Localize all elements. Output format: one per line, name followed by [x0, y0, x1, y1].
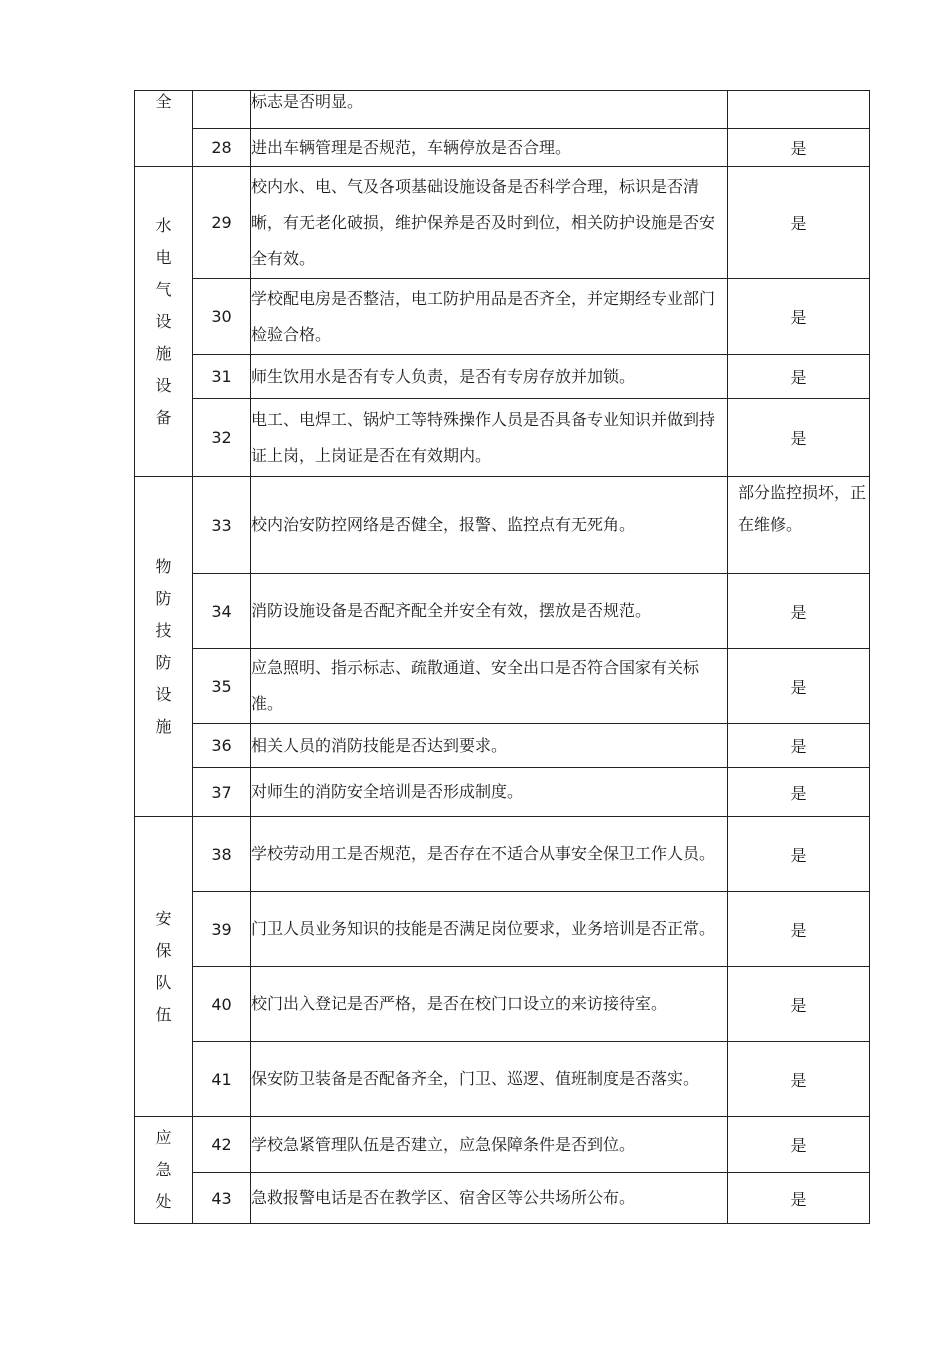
row-item: 进出车辆管理是否规范，车辆停放是否合理。	[251, 129, 728, 167]
row-result: 是	[728, 279, 870, 355]
row-number: 36	[193, 724, 251, 768]
row-item: 应急照明、指示标志、疏散通道、安全出口是否符合国家有关标准。	[251, 649, 728, 724]
category-char: 安	[155, 908, 172, 928]
category-cell	[135, 817, 193, 1117]
category-cell	[135, 477, 193, 817]
table-row	[135, 574, 870, 649]
category-char: 设	[155, 375, 172, 395]
row-item: 学校劳动用工是否规范，是否存在不适合从事安全保卫工作人员。	[251, 817, 728, 892]
row-item: 师生饮用水是否有专人负责，是否有专房存放并加锁。	[251, 355, 728, 399]
row-number: 30	[193, 279, 251, 355]
table-row	[135, 724, 870, 768]
table-row	[135, 817, 870, 892]
table-row	[135, 355, 870, 399]
row-item: 相关人员的消防技能是否达到要求。	[251, 724, 728, 768]
row-number: 37	[193, 768, 251, 817]
category-cell	[135, 91, 193, 167]
category-char: 处	[155, 1192, 172, 1211]
row-result: 是	[728, 1117, 870, 1173]
category-char: 全	[155, 92, 172, 111]
row-result: 是	[728, 129, 870, 167]
row-item: 校内治安防控网络是否健全，报警、监控点有无死角。	[251, 477, 728, 574]
table-row	[135, 1173, 870, 1224]
category-char: 物	[155, 556, 172, 576]
category-char: 技	[155, 620, 172, 640]
category-char: 气	[155, 279, 172, 299]
row-result: 是	[728, 724, 870, 768]
row-item: 校门出入登记是否严格，是否在校门口设立的来访接待室。	[251, 967, 728, 1042]
table-row	[135, 892, 870, 967]
row-result: 是	[728, 167, 870, 279]
table-row	[135, 1117, 870, 1173]
table-row	[135, 399, 870, 477]
row-result: 是	[728, 768, 870, 817]
row-item: 对师生的消防安全培训是否形成制度。	[251, 768, 728, 817]
category-char: 应	[155, 1128, 172, 1147]
category-char: 设	[155, 684, 172, 704]
row-result: 是	[728, 892, 870, 967]
row-item: 学校急紧管理队伍是否建立，应急保障条件是否到位。	[251, 1117, 728, 1173]
category-char: 伍	[155, 1004, 172, 1024]
row-number: 31	[193, 355, 251, 399]
row-number: 33	[193, 477, 251, 574]
row-result: 是	[728, 355, 870, 399]
table-row	[135, 967, 870, 1042]
row-item: 标志是否明显。	[251, 91, 728, 129]
category-char: 防	[155, 588, 172, 608]
category-char: 水	[155, 215, 172, 235]
category-char: 施	[155, 716, 172, 736]
category-char: 保	[155, 940, 172, 960]
row-number: 38	[193, 817, 251, 892]
row-number: 40	[193, 967, 251, 1042]
row-result: 部分监控损坏，正在维修。	[728, 477, 870, 574]
row-number: 41	[193, 1042, 251, 1117]
row-number: 42	[193, 1117, 251, 1173]
category-char: 急	[155, 1160, 172, 1179]
row-number: 32	[193, 399, 251, 477]
category-cell	[135, 1117, 193, 1224]
category-char: 防	[155, 652, 172, 672]
row-result: 是	[728, 967, 870, 1042]
category-char: 设	[155, 311, 172, 331]
row-number: 43	[193, 1173, 251, 1224]
category-char: 备	[155, 407, 172, 427]
row-number: 35	[193, 649, 251, 724]
row-number: 39	[193, 892, 251, 967]
table-row	[135, 279, 870, 355]
row-result: 是	[728, 574, 870, 649]
table-row	[135, 129, 870, 167]
category-char: 队	[155, 972, 172, 992]
row-result: 是	[728, 1042, 870, 1117]
table-row	[135, 167, 870, 279]
row-item: 消防设施设备是否配齐配全并安全有效，摆放是否规范。	[251, 574, 728, 649]
table-row	[135, 649, 870, 724]
category-char: 施	[155, 343, 172, 363]
row-item: 校内水、电、气及各项基础设施设备是否科学合理，标识是否清晰，有无老化破损，维护保养是否及时到位，相关防护设施是否安全有效。	[251, 167, 728, 279]
row-item: 门卫人员业务知识的技能是否满足岗位要求，业务培训是否正常。	[251, 892, 728, 967]
table-row	[135, 477, 870, 574]
row-result	[728, 91, 870, 129]
row-item: 急救报警电话是否在教学区、宿舍区等公共场所公布。	[251, 1173, 728, 1224]
table-row	[135, 1042, 870, 1117]
row-number: 29	[193, 167, 251, 279]
row-result: 是	[728, 1173, 870, 1224]
row-number: 28	[193, 129, 251, 167]
category-cell	[135, 167, 193, 477]
row-number	[193, 91, 251, 129]
category-char: 电	[155, 247, 172, 267]
inspection-table	[134, 90, 870, 1224]
table-row	[135, 91, 870, 129]
table-row	[135, 768, 870, 817]
row-number: 34	[193, 574, 251, 649]
row-result: 是	[728, 649, 870, 724]
row-item: 学校配电房是否整洁，电工防护用品是否齐全，并定期经专业部门检验合格。	[251, 279, 728, 355]
row-result: 是	[728, 817, 870, 892]
row-result: 是	[728, 399, 870, 477]
row-item: 电工、电焊工、锅炉工等特殊操作人员是否具备专业知识并做到持证上岗，上岗证是否在有效期内。	[251, 399, 728, 477]
row-item: 保安防卫装备是否配备齐全，门卫、巡逻、值班制度是否落实。	[251, 1042, 728, 1117]
